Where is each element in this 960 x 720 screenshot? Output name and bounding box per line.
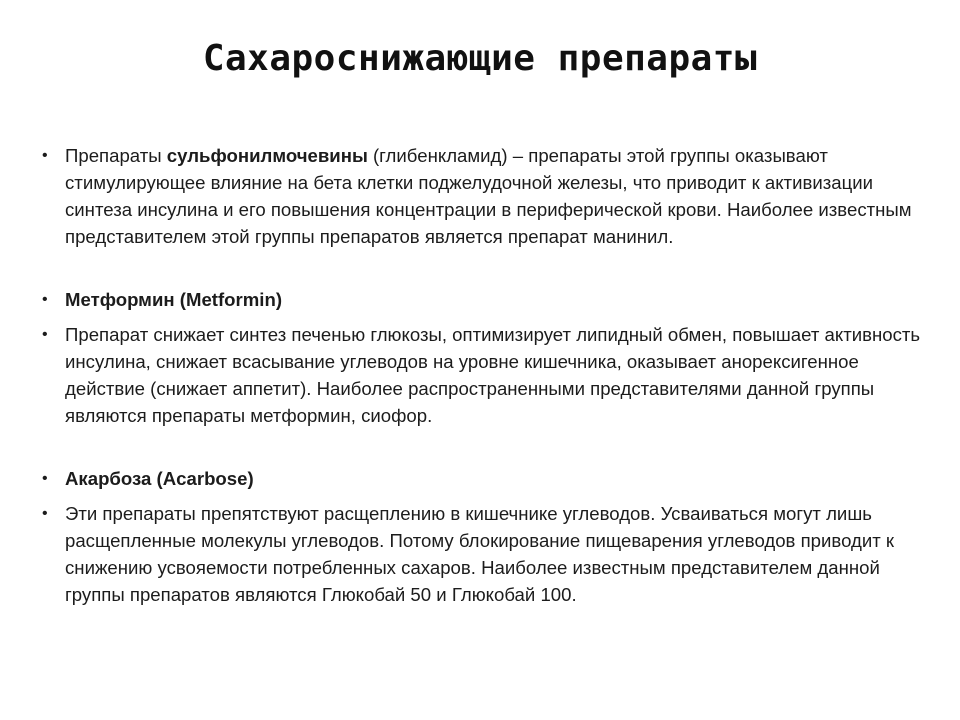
bullet-acarbose-heading — [42, 465, 922, 492]
bullet-heading: Акарбоза (Acarbose) — [65, 468, 254, 489]
bullet-text: (глибенкламид) – препараты этой группы оказывают стимулирующее влияние на бета клетки поджелудочной железы, что приводит к активизации синтеза инсулина и его повышения концентрации в периферической крови. Наиболее известным представителем этой группы препаратов является препарат манинил. — [65, 145, 912, 247]
slide-title: Сахароснижающие препараты — [202, 38, 758, 79]
bullet-marker: • — [42, 470, 48, 487]
bullet-bold-term: сульфонилмочевины — [166, 145, 368, 166]
bullet-marker: • — [42, 291, 48, 308]
bullet-metformin-text — [42, 321, 922, 429]
bullet-text: Препарат снижает синтез печенью глюкозы, оптимизирует липидный обмен, повышает активность инсулина, снижает всасывание углеводов на уровне кишечника, оказывает анорексигенное действие (снижает аппетит). Наиболее распространенными представителями данной группы являются препараты метформин, сиофор. — [65, 324, 921, 426]
bullet-text: Эти препараты препятствуют расщеплению в кишечнике углеводов. Усваиваться могут лишь расщепленные молекулы углеводов. Потому блокирование пищеварения углеводов приводит к снижению усвояемости потребленных сахаров. Наиболее известным представителем данной группы препаратов являются Глюкобай 50 и Глюкобай 100. — [65, 503, 895, 605]
bullet-acarbose-text — [42, 500, 922, 608]
bullet-marker: • — [42, 326, 48, 343]
bullet-heading: Метформин (Metformin) — [65, 289, 283, 310]
bullet-marker: • — [42, 147, 48, 164]
bullet-prefix: Препараты — [65, 145, 167, 166]
bullet-metformin-heading — [42, 286, 922, 313]
bullet-list — [42, 142, 922, 608]
bullet-sulfonylurea — [42, 142, 922, 250]
bullet-marker: • — [42, 505, 48, 522]
